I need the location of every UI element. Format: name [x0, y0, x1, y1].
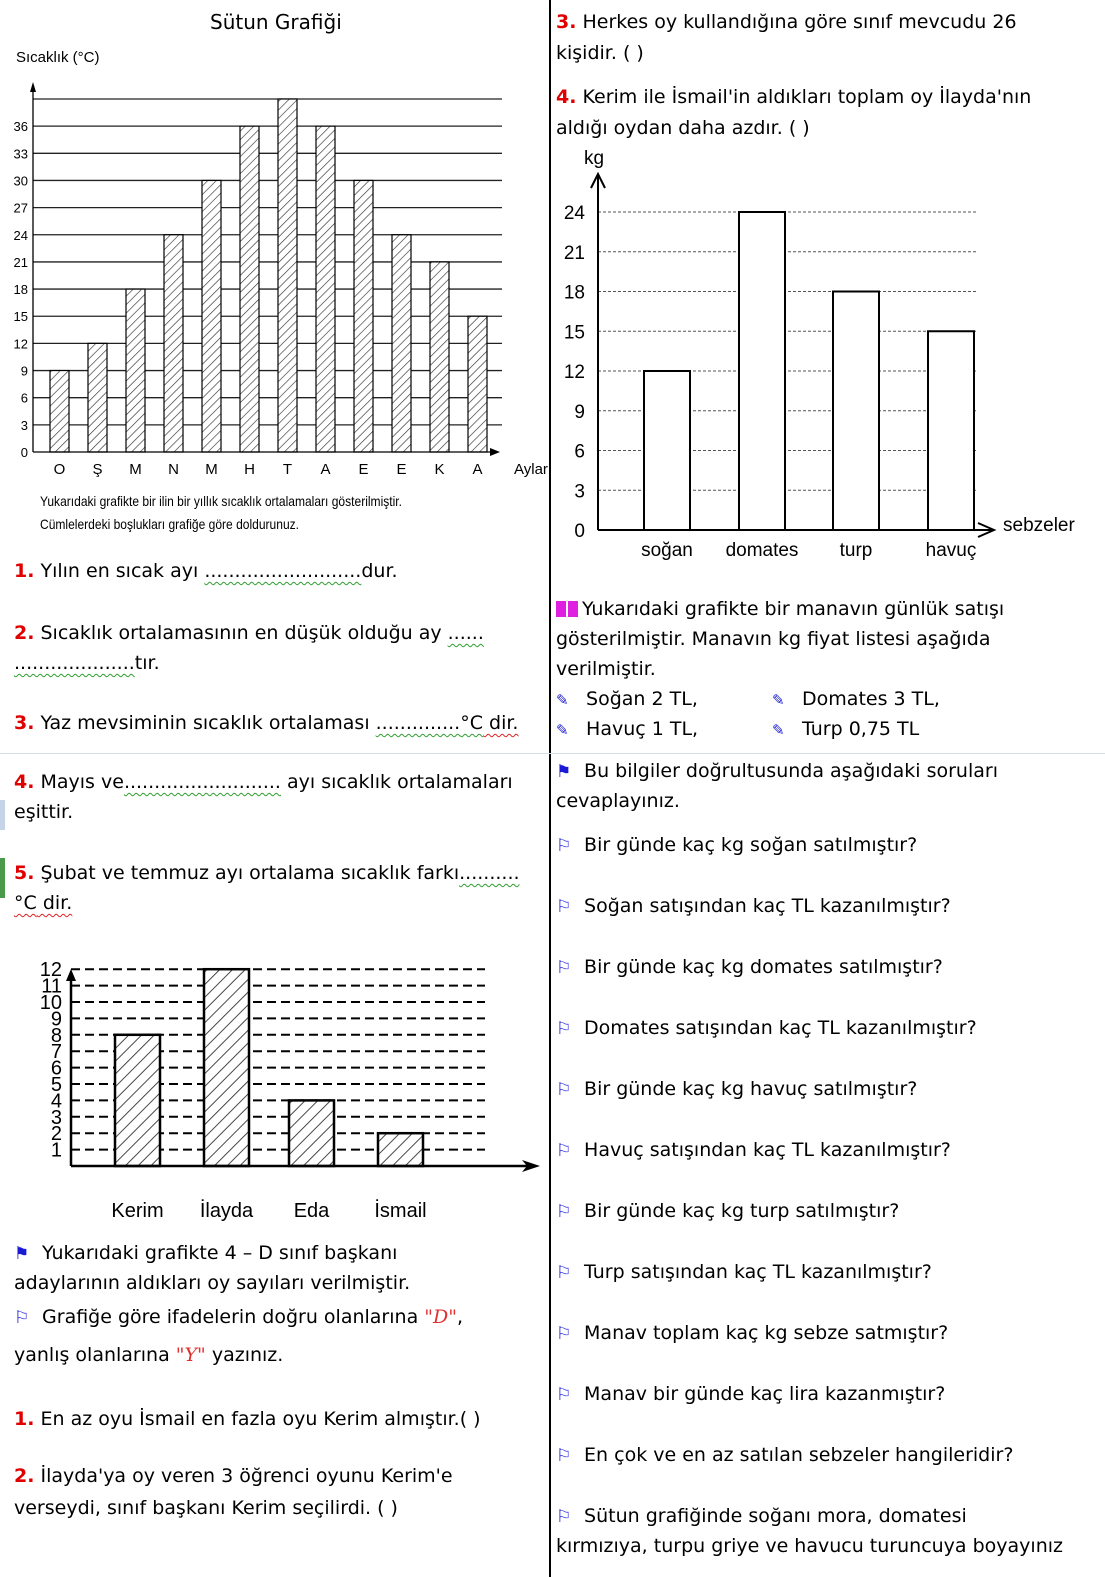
bar	[392, 235, 411, 452]
question-number: 4.	[14, 771, 35, 793]
bar	[50, 371, 69, 452]
left-edge-decoration	[0, 858, 5, 898]
y-tick-label: 3	[574, 481, 585, 503]
y-tick-label: 12	[563, 362, 585, 383]
temperature-question-5-line2: °C dir.	[14, 892, 73, 914]
x-tick-label: A	[320, 461, 331, 478]
vegetable-y-axis-label: kg	[584, 148, 605, 169]
price-item-onion: ✎ Soğan 2 TL,	[556, 684, 698, 715]
x-tick-label: domates	[725, 540, 799, 561]
y-tick-label: 15	[13, 309, 28, 325]
y-tick-label: 8	[50, 1024, 62, 1047]
flag-icon: ⚐	[556, 1324, 572, 1344]
question-number: 3.	[14, 712, 35, 734]
x-tick-label: M	[205, 461, 218, 478]
temperature-question-2: 2. Sıcaklık ortalamasının en düşük olduğu ay ......	[14, 622, 484, 644]
y-tick-label: 0	[20, 445, 28, 460]
vegetable-question: ⚐ Manav bir günde kaç lira kazanmıştır?	[556, 1379, 945, 1410]
flag-icon: ⚐	[556, 1141, 572, 1161]
y-tick-label: 30	[13, 173, 28, 189]
pencil-icon: ✎	[556, 691, 569, 709]
x-tick-label: N	[168, 461, 179, 478]
y-tick-label: 9	[20, 363, 28, 379]
temperature-question-4: 4. Mayıs ve.......................... ayı sıcaklık ortalamaları	[14, 771, 513, 793]
y-tick-label: 1	[50, 1139, 62, 1162]
vegetable-question: ⚐ Sütun grafiğinde soğanı mora, domatesi	[556, 1501, 967, 1532]
y-tick-label: 10	[39, 992, 62, 1014]
flag-icon: ⚐	[556, 1019, 572, 1039]
y-tick-label: 18	[563, 282, 585, 304]
y-tick-label: 0	[574, 521, 585, 542]
vote-statement-3[interactable]: 3. Herkes oy kullandığına göre sınıf mevcudu 26	[556, 11, 1017, 33]
x-tick-label: H	[244, 461, 255, 478]
temperature-chart	[0, 40, 550, 480]
vegetable-intro-line3: verilmiştir.	[556, 658, 656, 680]
flag-icon: ⚐	[556, 1263, 572, 1283]
temperature-x-axis-label: Aylar	[514, 461, 548, 478]
true-mark-d: "D"	[424, 1306, 457, 1328]
price-item-tomato: ✎ Domates 3 TL,	[772, 684, 940, 715]
x-tick-label: A	[472, 461, 483, 478]
bar	[88, 343, 107, 452]
pencil-icon: ✎	[772, 721, 785, 739]
x-tick-label: soğan	[641, 540, 693, 561]
question-number: 4.	[556, 86, 577, 108]
bar	[278, 99, 297, 452]
y-tick-label: 11	[41, 975, 62, 998]
flag-icon: ⚐	[556, 1446, 572, 1466]
question-number: 2.	[14, 622, 35, 644]
x-tick-label: Kerim	[111, 1200, 164, 1222]
question-number: 2.	[14, 1465, 35, 1487]
pencil-icon: ✎	[772, 691, 785, 709]
bar	[378, 1133, 423, 1166]
vegetable-chart	[552, 140, 1105, 570]
vegetable-question: ⚐ Turp satışından kaç TL kazanılmıştır?	[556, 1257, 932, 1288]
vote-statement-3-line2: kişidir. ( )	[556, 42, 644, 64]
y-tick-label: 6	[50, 1057, 62, 1080]
vegetable-questions-intro: ⚑ Bu bilgiler doğrultusunda aşağıdaki soruları	[556, 756, 998, 787]
bar	[354, 180, 373, 452]
vegetable-question-12-line2: kırmızıya, turpu griye ve havucu turuncuya boyayınız	[556, 1535, 1063, 1557]
flag-icon: ⚐	[556, 1080, 572, 1100]
y-tick-label: 12	[39, 959, 62, 982]
vote-statement-2[interactable]: 2. İlayda'ya oy veren 3 öğrenci oyunu Kerim'e	[14, 1465, 453, 1487]
bar	[202, 180, 221, 452]
vegetable-question: ⚐ Havuç satışından kaç TL kazanılmıştır?	[556, 1135, 951, 1166]
bar	[126, 289, 145, 452]
y-tick-label: 3	[50, 1106, 62, 1129]
bar	[204, 969, 249, 1166]
flag-icon: ⚐	[556, 1507, 572, 1527]
x-tick-label: T	[282, 461, 293, 478]
y-tick-label: 18	[13, 282, 28, 298]
x-axis-arrow-icon	[490, 448, 500, 456]
y-tick-label: 7	[50, 1041, 62, 1064]
x-tick-label: Ş	[92, 461, 103, 478]
answer-blank[interactable]: ..............	[375, 712, 461, 734]
temperature-y-axis-label: Sıcaklık (°C)	[16, 49, 100, 66]
temperature-caption-2: Cümlelerdeki boşlukları grafiğe göre doldurunuz.	[40, 516, 300, 532]
y-tick-label: 3	[20, 417, 28, 433]
bar	[468, 316, 487, 452]
vote-statement-2-line2: verseydi, sınıf başkanı Kerim seçilirdi. ( )	[14, 1497, 398, 1519]
answer-blank[interactable]: ..........................	[204, 560, 362, 582]
y-tick-label: 6	[20, 390, 28, 406]
price-item-carrot: ✎ Havuç 1 TL,	[556, 714, 698, 745]
vote-instruction-line2: yanlış olanlarına "Y" yazınız.	[14, 1344, 284, 1366]
x-tick-label: İsmail	[374, 1200, 427, 1222]
book-icon	[556, 601, 578, 617]
bar	[739, 212, 785, 530]
y-tick-label: 4	[50, 1090, 62, 1113]
bar	[833, 292, 879, 531]
temperature-question-1: 1. Yılın en sıcak ayı ..........................dur.	[14, 560, 398, 582]
bar	[164, 235, 183, 452]
question-number: 5.	[14, 862, 35, 884]
vegetable-question: ⚐ Domates satışından kaç TL kazanılmıştır?	[556, 1013, 977, 1044]
temperature-question-3: 3. Yaz mevsiminin sıcaklık ortalaması ..............°C dir.	[14, 712, 519, 734]
bar	[115, 1035, 160, 1166]
temperature-question-5: 5. Şubat ve temmuz ayı ortalama sıcaklık farkı..........	[14, 862, 520, 884]
question-number: 3.	[556, 11, 577, 33]
y-axis-arrow-icon	[30, 82, 36, 92]
bar	[289, 1100, 334, 1166]
vegetable-question: ⚐ Soğan satışından kaç TL kazanılmıştır?	[556, 891, 951, 922]
question-number: 1.	[14, 560, 35, 582]
flag-icon: ⚐	[556, 1202, 572, 1222]
vegetable-intro: Yukarıdaki grafikte bir manavın günlük satışı	[556, 594, 1004, 624]
flag-icon: ⚐	[556, 958, 572, 978]
vegetable-question: ⚐ Bir günde kaç kg soğan satılmıştır?	[556, 830, 917, 861]
y-tick-label: 27	[13, 200, 28, 216]
x-tick-label: Eda	[293, 1200, 330, 1222]
x-tick-label: M	[129, 461, 142, 478]
answer-blank[interactable]: ..........................	[123, 771, 281, 793]
temperature-chart-title: Sütun Grafiği	[210, 10, 342, 34]
y-tick-label: 9	[574, 401, 585, 423]
vegetable-question: ⚐ Manav toplam kaç kg sebze satmıştır?	[556, 1318, 948, 1349]
bar	[644, 371, 690, 530]
y-tick-label: 9	[50, 1008, 62, 1031]
flag-pointer-icon: ⚑	[556, 762, 572, 782]
vegetable-question: ⚐ Bir günde kaç kg havuç satılmıştır?	[556, 1074, 917, 1105]
y-tick-label: 21	[563, 242, 585, 264]
x-tick-label: O	[53, 461, 66, 478]
y-tick-label: 24	[563, 203, 585, 224]
price-item-radish: ✎ Turp 0,75 TL	[772, 714, 919, 745]
vegetable-question: ⚐ Bir günde kaç kg turp satılmıştır?	[556, 1196, 899, 1227]
vote-statement-4-line2: aldığı oydan daha azdır. ( )	[556, 117, 810, 139]
answer-blank[interactable]: ..........	[459, 862, 520, 884]
vegetable-intro-line2: gösterilmiştir. Manavın kg fiyat listesi aşağıda	[556, 628, 991, 650]
vote-instruction: ⚐ Grafiğe göre ifadelerin doğru olanlarına "D",	[14, 1302, 463, 1333]
x-tick-label: İlayda	[199, 1200, 254, 1222]
y-tick-label: 21	[13, 254, 28, 270]
y-tick-label: 33	[13, 146, 28, 162]
vegetable-question: ⚐ Bir günde kaç kg domates satılmıştır?	[556, 952, 943, 983]
y-tick-label: 12	[13, 336, 28, 352]
vegetable-x-axis-label: sebzeler	[1003, 515, 1075, 536]
y-tick-label: 2	[50, 1123, 62, 1146]
bar	[928, 331, 974, 530]
vegetable-question: ⚐ En çok ve en az satılan sebzeler hangileridir?	[556, 1440, 1013, 1471]
temperature-caption-1: Yukarıdaki grafikte bir ilin bir yıllık sıcaklık ortalamaları gösterilmiştir.	[40, 493, 402, 509]
answer-blank[interactable]: ....................	[14, 652, 135, 674]
flag-icon: ⚐	[14, 1308, 30, 1328]
y-tick-label: 36	[13, 119, 28, 135]
answer-blank[interactable]: ......	[447, 622, 484, 644]
question-number: 1.	[14, 1408, 35, 1430]
y-tick-label: 15	[563, 322, 585, 344]
vote-statement-4[interactable]: 4. Kerim ile İsmail'in aldıkları toplam oy İlayda'nın	[556, 86, 1032, 108]
flag-icon: ⚐	[556, 897, 572, 917]
y-tick-label: 5	[50, 1074, 62, 1096]
bar	[240, 126, 259, 452]
left-edge-decoration	[0, 800, 5, 830]
flag-icon: ⚐	[556, 1385, 572, 1405]
y-tick-label: 24	[13, 227, 28, 243]
x-tick-label: E	[358, 461, 369, 478]
vote-chart	[30, 955, 550, 1235]
vegetable-questions-intro-line2: cevaplayınız.	[556, 790, 680, 812]
x-tick-label: turp	[839, 540, 873, 561]
x-tick-label: E	[396, 461, 407, 478]
x-tick-label: K	[434, 461, 445, 478]
x-tick-label: havuç	[925, 540, 977, 561]
false-mark-y: "Y"	[175, 1344, 206, 1366]
flag-icon: ⚐	[556, 836, 572, 856]
pencil-icon: ✎	[556, 721, 569, 739]
row-divider	[0, 753, 1105, 754]
bar	[430, 262, 449, 452]
y-axis-arrow-icon	[66, 969, 76, 981]
vote-intro-line2: adaylarının aldıkları oy sayıları verilmiştir.	[14, 1272, 411, 1294]
temperature-question-2-line2: ....................tır.	[14, 652, 160, 674]
y-tick-label: 6	[574, 441, 585, 463]
vote-intro: ⚑ Yukarıdaki grafikte 4 – D sınıf başkanı	[14, 1238, 397, 1269]
bar	[316, 126, 335, 452]
flag-pointer-icon: ⚑	[14, 1244, 30, 1264]
temperature-question-4-line2: eşittir.	[14, 801, 74, 823]
vote-statement-1[interactable]: 1. En az oyu İsmail en fazla oyu Kerim almıştır.( )	[14, 1408, 481, 1430]
